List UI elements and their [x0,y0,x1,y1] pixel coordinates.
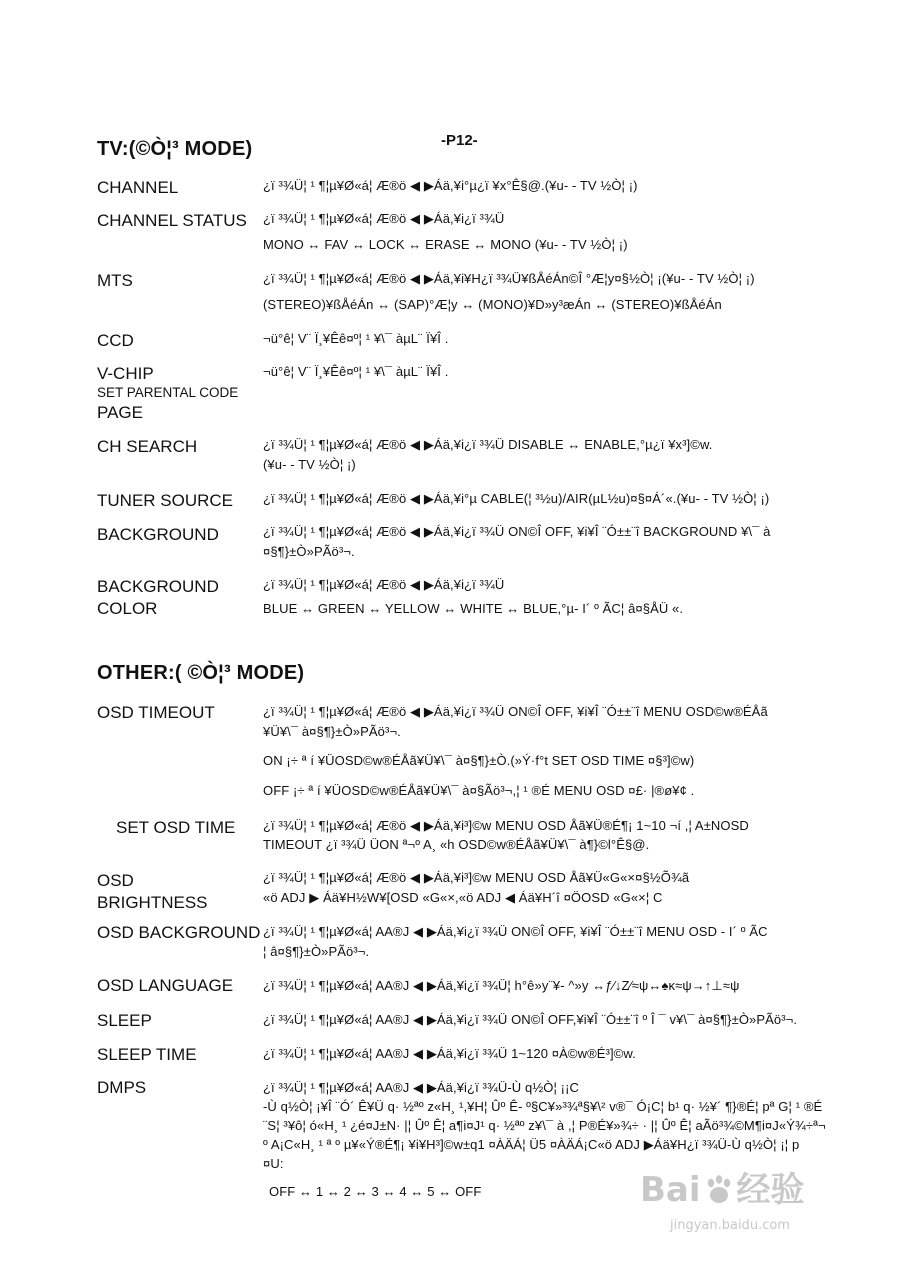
osd-brightness-desc-2: «ö ADJ ▶ Áä¥H½W¥[OSD «G«×,«ö ADJ ◀ Áä¥H´î ¤ÖOSD «G«×¦ C [263,890,663,905]
dmps-options: OFF ↔ 1 ↔ 2 ↔ 3 ↔ 4 ↔ 5 ↔ OFF [269,1184,482,1199]
sleep-time-desc: ¿ï ³¾Ü¦ ¹ ¶¦µ¥Ø«á¦ AA®J ◀ ▶Áä,¥i¿ï ³¾Ü 1~120 ¤À©w®É³]©w. [263,1046,636,1061]
osd-timeout-label: OSD TIMEOUT [97,703,215,722]
other-section-title: OTHER:( ©Ò¦³ MODE) [97,662,305,684]
watermark-logo-text: Bai [640,1170,701,1210]
sleep-label: SLEEP [97,1011,152,1030]
background-desc: ¿ï ³¾Ü¦ ¹ ¶¦µ¥Ø«á¦ Æ®ö ◀ ▶Áä,¥i¿ï ³¾Ü ON©Î OFF, ¥i¥Î ¨Ó±±¨î BACKGROUND ¥\¯ à [263,524,771,539]
paw-icon [702,1173,736,1207]
channel-label: CHANNEL [97,178,179,197]
vchip-page-label: PAGE [97,403,143,422]
osd-timeout-off: OFF ¡÷ ª í ¥ÜOSD©w®ÉÅã¥Ü¥\¯ à¤§Ãö³¬,¦ ¹ ®É MENU OSD ¤£· |®ø¥¢ . [263,783,695,798]
mts-desc: ¿ï ³¾Ü¦ ¹ ¶¦µ¥Ø«á¦ Æ®ö ◀ ▶Áä,¥i¥H¿ï ³¾Ü¥ßÅéÁn©Î °Æ¦y¤§½Ò¦ ¡(¥u- - TV ½Ò¦ ¡) [263,271,755,286]
background-color-label-2: COLOR [97,599,158,618]
tuner-source-desc: ¿ï ³¾Ü¦ ¹ ¶¦µ¥Ø«á¦ Æ®ö ◀ ▶Áä,¥i°µ CABLE(¦ ³½u)/AIR(µL½u)¤§¤Á´«.(¥u- - TV ½Ò¦ ¡) [263,491,770,506]
set-osd-time-desc: ¿ï ³¾Ü¦ ¹ ¶¦µ¥Ø«á¦ Æ®ö ◀ ▶Áä,¥i³]©w MENU OSD Åã¥Ü®É¶¡ 1~10 ¬í ,¦ A±NOSD [263,818,749,833]
ch-search-desc-2: (¥u- - TV ½Ò¦ ¡) [263,457,356,472]
background-desc-2: ¤§¶}±Ò»PÃö³¬. [263,544,355,559]
tv-section-title: TV:(©Ò¦³ MODE) [97,138,253,160]
watermark [640,1162,805,1211]
osd-brightness-desc: ¿ï ³¾Ü¦ ¹ ¶¦µ¥Ø«á¦ Æ®ö ◀ ▶Áä,¥i³]©w MENU OSD Åã¥Ü«G«×¤§½Õ¾ã [263,870,690,885]
background-color-label: BACKGROUND [97,577,219,596]
osd-background-label: OSD BACKGROUND [97,923,261,942]
watermark-logo-text-2: 经验 [736,1170,805,1210]
sleep-desc: ¿ï ³¾Ü¦ ¹ ¶¦µ¥Ø«á¦ AA®J ◀ ▶Áä,¥i¿ï ³¾Ü ON©Î OFF,¥i¥Î ¨Ó±±¨î º Î ¯ v¥\¯ à¤§¶}±Ò»PÃö³¬. [263,1012,798,1027]
channel-status-options: MONO ↔ FAV ↔ LOCK ↔ ERASE ↔ MONO (¥u- - TV ½Ò¦ ¡) [263,237,628,252]
osd-brightness-label-2: BRIGHTNESS [97,893,208,912]
channel-desc: ¿ï ³¾Ü¦ ¹ ¶¦µ¥Ø«á¦ Æ®ö ◀ ▶Áä,¥i°µ¿ï ¥x°Ê§@.(¥u- - TV ½Ò¦ ¡) [263,178,638,193]
channel-status-label: CHANNEL STATUS [97,211,247,230]
watermark-url: jingyan.baidu.com [670,1218,790,1233]
dmps-desc-4: º A¡C«H¸ ¹ ª º µ¥«Ý®É¶¡ ¥i¥H³]©w±q1 ¤ÀÄÁ¦ Ü5 ¤ÀÄÁ¡C«ö ADJ ▶Áä¥H¿ï ³¾Ü-Ù q½Ò¦ ¡¦ p [263,1137,800,1152]
mts-options: (STEREO)¥ßÅéÁn ↔ (SAP)°Æ¦y ↔ (MONO)¥D»y³æÁn ↔ (STEREO)¥ßÅéÁn [263,297,722,312]
osd-background-desc-2: ¦ â¤§¶}±Ò»PÃö³¬. [263,944,370,959]
mts-label: MTS [97,271,133,290]
osd-language-desc: ¿ï ³¾Ü¦ ¹ ¶¦µ¥Ø«á¦ AA®J ◀ ▶Áä,¥i¿ï ³¾Ü¦ h°ê»y¨¥- ^»y ↔ƒ⁄↓Z⁄≈ψ↔♠κ≈ψ→↑⊥≈ψ [263,978,740,993]
osd-brightness-label: OSD [97,871,134,890]
background-label: BACKGROUND [97,525,219,544]
dmps-desc: ¿ï ³¾Ü¦ ¹ ¶¦µ¥Ø«á¦ AA®J ◀ ▶Áä,¥i¿ï ³¾Ü-Ù q½Ò¦ ¡¡C [263,1080,580,1095]
tuner-source-label: TUNER SOURCE [97,491,234,510]
ccd-desc: ¬ü°ê¦ V¨ Ï¸¥Êê¤º¦ ¹ ¥\¯ àµL¨ Ï¥Î . [263,331,449,346]
background-color-desc: ¿ï ³¾Ü¦ ¹ ¶¦µ¥Ø«á¦ Æ®ö ◀ ▶Áä,¥i¿ï ³¾Ü [263,577,505,592]
osd-timeout-on: ON ¡÷ ª í ¥ÜOSD©w®ÉÅã¥Ü¥\¯ à¤§¶}±Ò.(»Ý·f°t SET OSD TIME ¤§³]©w) [263,753,695,768]
dmps-desc-5: ¤U: [263,1156,284,1171]
set-osd-time-label: SET OSD TIME [116,818,236,837]
osd-background-desc: ¿ï ³¾Ü¦ ¹ ¶¦µ¥Ø«á¦ AA®J ◀ ▶Áä,¥i¿ï ³¾Ü ON©Î OFF, ¥i¥Î ¨Ó±±¨î MENU OSD - I´ º ÃC [263,924,768,939]
ch-search-desc: ¿ï ³¾Ü¦ ¹ ¶¦µ¥Ø«á¦ Æ®ö ◀ ▶Áä,¥i¿ï ³¾Ü DISABLE ↔ ENABLE,°µ¿ï ¥x³]©w. [263,437,713,452]
set-osd-time-desc-2: TIMEOUT ¿ï ³¾Ü ÜON ª¬º A¸ «h OSD©w®ÉÅã¥Ü¥\¯ à¶}©l°Ê§@. [263,837,650,852]
ch-search-label: CH SEARCH [97,437,198,456]
dmps-desc-2: -Ù q½Ò¦ ¡¥Î ¨Ó´ Ê¥Ü q· ½ªº z«H¸ ¹,¥H¦ Ûº Ê- º§C¥»³¾ª§¥\² v®¯ Ó¡C¦ b¹ q· ½¥´ ¶}®É¦ pª G¦ ¹ ®É [263,1099,823,1114]
sleep-time-label: SLEEP TIME [97,1045,197,1064]
channel-status-desc: ¿ï ³¾Ü¦ ¹ ¶¦µ¥Ø«á¦ Æ®ö ◀ ▶Áä,¥i¿ï ³¾Ü [263,211,505,226]
ccd-label: CCD [97,331,134,350]
vchip-sublabel: SET PARENTAL CODE [97,385,239,400]
dmps-desc-3: ¨S¦ ³¥ô¦ ó«H¸ ¹ ¿é¤J±N· |¦ Ûº Ê¦ a¶i¤J¹ q· ½ªº z¥\¯ à ,¦ P®É¥»¾÷ · |¦ Ûº Ê¦ aÃö³¾©M¶i¤J«Ý¾÷ª¬ [263,1118,826,1133]
osd-language-label: OSD LANGUAGE [97,976,234,995]
vchip-desc: ¬ü°ê¦ V¨ Ï¸¥Êê¤º¦ ¹ ¥\¯ àµL¨ Ï¥Î . [263,364,449,379]
page-number: -P12- [441,132,478,149]
osd-timeout-desc: ¿ï ³¾Ü¦ ¹ ¶¦µ¥Ø«á¦ Æ®ö ◀ ▶Áä,¥i¿ï ³¾Ü ON©Î OFF, ¥i¥Î ¨Ó±±¨î MENU OSD©w®ÉÅã [263,704,768,719]
background-color-options: BLUE ↔ GREEN ↔ YELLOW ↔ WHITE ↔ BLUE,°µ- I´ º ÃC¦ â¤§ÅÜ «. [263,601,684,616]
vchip-label: V-CHIP [97,364,154,383]
dmps-label: DMPS [97,1078,147,1097]
osd-timeout-desc-2: ¥Ü¥\¯ à¤§¶}±Ò»PÃö³¬. [263,724,401,739]
